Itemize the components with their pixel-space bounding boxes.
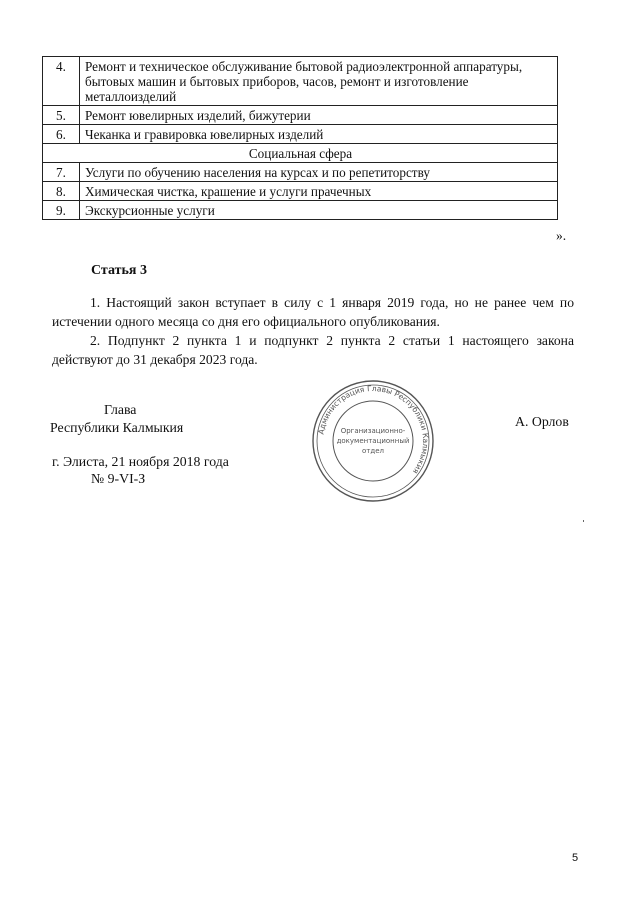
article-paragraph-2: 2. Подпункт 2 пункта 1 и подпункт 2 пункта 2 статьи 1 настоящего закона действуют до 31 декабря 2023 года. [52,333,574,367]
stamp-inner-line-2: документационный [336,437,410,445]
table-row [43,163,558,182]
table-row [43,182,558,201]
row-text: Химическая чистка, крашение и услуги прачечных [80,182,558,201]
page-number: 5 [572,852,579,864]
row-number: 7. [43,163,80,182]
official-stamp [310,378,436,504]
services-table [42,56,558,220]
closing-quote: ». [556,228,567,243]
row-text: Ремонт ювелирных изделий, бижутерии [80,106,558,125]
article-heading: Статья 3 [91,263,147,278]
stamp-inner-line-1: Организационно- [340,427,406,435]
row-text: Ремонт и техническое обслуживание бытовой радиоэлектронной аппаратуры, бытовых машин и бытовых приборов, часов, ремонт и изготовление металлоизделий [80,57,558,106]
section-row [43,144,558,163]
table-row [43,106,558,125]
row-number: 6. [43,125,80,144]
article-paragraph-1: 1. Настоящий закон вступает в силу с 1 января 2019 года, но не ранее чем по истечении одного месяца со дня его официального опубликования. [52,295,574,329]
stamp-inner-line-3: отдел [362,447,384,455]
section-title: Социальная сфера [43,144,558,163]
row-number: 4. [43,57,80,106]
place-date: г. Элиста, 21 ноября 2018 года [52,454,229,469]
row-number: 9. [43,201,80,220]
scan-speck [583,520,584,522]
table-row [43,125,558,144]
law-number: № 9-VI-З [91,471,146,486]
stamp-outer-text: Администрация Главы Республики Калмыкия [316,383,431,476]
row-number: 5. [43,106,80,125]
row-text: Чеканка и гравировка ювелирных изделий [80,125,558,144]
table-row [43,201,558,220]
row-text: Экскурсионные услуги [80,201,558,220]
row-text: Услуги по обучению населения на курсах и по репетиторству [80,163,558,182]
signer-name: А. Орлов [515,414,569,429]
table-row [43,57,558,106]
stamp-seal [310,378,436,504]
row-number: 8. [43,182,80,201]
signer-region: Республики Калмыкия [50,420,184,435]
signer-title: Глава [104,402,137,417]
